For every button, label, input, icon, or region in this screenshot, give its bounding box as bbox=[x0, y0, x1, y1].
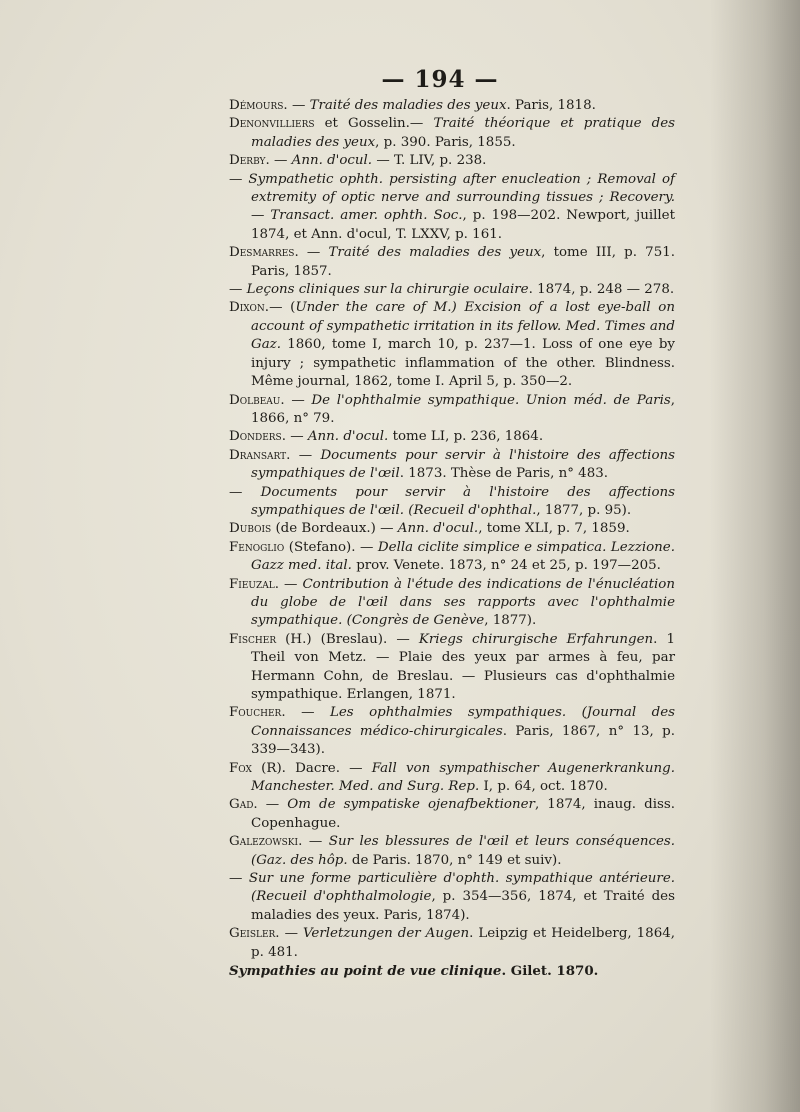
entry-text: (de Bordeaux.) — bbox=[271, 521, 398, 537]
entry-details: , 1874, inaug. diss. Copenhague. bbox=[251, 797, 676, 831]
entry-title: Contribution à l'étude des indications de l'énucléation du globe de l'œil dans ses rapports avec l'ophthalmie sympathique. (Congrès de Genève bbox=[251, 576, 675, 629]
entry-details: . Gilet. 1870. bbox=[501, 963, 599, 980]
bibliography-entry bbox=[229, 115, 675, 152]
entry-text: — bbox=[298, 245, 329, 261]
entry-author: Donders. bbox=[229, 429, 286, 445]
entry-author: Gad. bbox=[229, 797, 258, 813]
entry-details: . Paris, 1867, n° 13, p. 339—343). bbox=[251, 723, 675, 758]
entry-text: — bbox=[284, 392, 312, 408]
entry-title: Les ophthalmies sympathiques. (Journal des Connaissances médico-chirurgicales bbox=[251, 705, 675, 739]
entry-title: Verletzungen der Augen bbox=[302, 926, 470, 942]
entry-text: — bbox=[229, 282, 247, 298]
entry-details: , p. 390. Paris, 1855. bbox=[375, 134, 516, 150]
entry-title: Sympathetic ophth. persisting after enucleation ; Removal of extremity of optic nerve and surrounding tissues ; Recovery. — Transact. amer. ophth. Soc. bbox=[248, 171, 675, 224]
bibliography-entry bbox=[229, 539, 675, 576]
bibliography-entry bbox=[229, 97, 675, 115]
bibliography-entry bbox=[229, 281, 675, 299]
entry-author: Fischer bbox=[229, 631, 277, 647]
entry-details: de Paris. 1870, n° 149 et suiv). bbox=[347, 852, 562, 868]
entry-title: Documents pour servir à l'histoire des affections sympathiques de l'œil. (Recueil d'ophthal. bbox=[251, 484, 675, 518]
entry-title: Ann. d'ocul. bbox=[397, 521, 479, 537]
entry-text: (R). Dacre. — bbox=[251, 760, 372, 776]
entry-author: Denonvilliers bbox=[229, 116, 315, 132]
entry-title: Traité des maladies des yeux bbox=[328, 245, 542, 261]
bibliography-list bbox=[229, 97, 675, 981]
entry-text: et Gosselin.— bbox=[314, 116, 434, 132]
entry-author: Dubois bbox=[229, 521, 272, 537]
entry-details: . 1 Theil von Metz. — Plaie des yeux par armes à feu, par Hermann Cohn, de Breslau. — Plusieurs cas d'ophthalmie sympathique. Erlangen, 1871. bbox=[251, 631, 675, 702]
entry-author: Dolbeau. bbox=[229, 392, 285, 408]
entry-details: 1860, tome I, march 10, p. 237—1. Loss of one eye by injury ; sympathetic inflammation of the other. Blindness. Même journal, 1862, tome I. April 5, p. 350—2. bbox=[251, 337, 675, 390]
entry-title: Della ciclite simplice e simpatica. Lezzione. Gazz med. ital. bbox=[251, 539, 675, 574]
entry-text: — ( bbox=[269, 300, 296, 316]
entry-title: Documents pour servir à l'histoire des affections sympathiques de l'œil bbox=[251, 447, 676, 482]
entry-title: Sur une forme particulière d'ophth. sympathique antérieure. (Recueil d'ophthalmologie bbox=[248, 871, 675, 905]
entry-details: tome LI, p. 236, 1864. bbox=[388, 429, 544, 445]
bibliography-entry bbox=[229, 484, 675, 521]
entry-title: Kriegs chirurgische Erfahrungen bbox=[418, 631, 654, 647]
bibliography-entry bbox=[229, 704, 675, 759]
bibliography-entry bbox=[229, 520, 675, 538]
entry-details: . 1874, p. 248 — 278. bbox=[528, 282, 675, 298]
entry-details: , 1877). bbox=[484, 613, 537, 629]
entry-details: — T. LIV, p. 238. bbox=[372, 153, 487, 169]
entry-author: Geisler. bbox=[229, 926, 280, 942]
bibliography-entry bbox=[229, 925, 675, 962]
entry-details: , 1866, n° 79. bbox=[251, 392, 675, 426]
entry-details: , p. 354—356, 1874, et Traité des maladies des yeux. Paris, 1874). bbox=[251, 889, 675, 923]
bibliography-entry bbox=[229, 870, 675, 925]
entry-details: I, p. 64, oct. 1870. bbox=[479, 779, 608, 795]
entry-details: . Leipzig et Heidelberg, 1864, p. 481. bbox=[251, 926, 675, 960]
entry-author: Dransart. bbox=[229, 447, 291, 463]
entry-title: Fall von sympathischer Augenerkrankung. Manchester. Med. and Surg. Rep. bbox=[251, 760, 675, 795]
entry-title: Traité théorique et pratique des maladies des yeux bbox=[251, 116, 676, 150]
bibliography-entry bbox=[229, 428, 675, 446]
book-spine-shadow bbox=[710, 0, 800, 1112]
bibliography-entry bbox=[229, 796, 675, 833]
entry-text: (Stefano). — bbox=[284, 539, 378, 555]
bibliography-entry bbox=[229, 833, 675, 870]
entry-text: — bbox=[229, 871, 249, 887]
entry-title: Leçons cliniques sur la chirurgie oculaire bbox=[246, 282, 529, 298]
entry-title: De l'ophthalmie sympathique. Union méd. de Paris bbox=[311, 392, 671, 408]
entry-details: . 1873. Thèse de Paris, n° 483. bbox=[399, 466, 608, 482]
entry-text: — bbox=[257, 797, 288, 813]
entry-title: Sympathies au point de vue clinique bbox=[229, 963, 502, 980]
entry-author: Dixon. bbox=[229, 300, 270, 316]
entry-text: — bbox=[285, 429, 308, 445]
entry-text: — bbox=[302, 834, 329, 850]
entry-text: — bbox=[290, 447, 321, 463]
entry-text: — bbox=[285, 705, 330, 721]
entry-details: , tome III, p. 751. Paris, 1857. bbox=[251, 245, 675, 279]
entry-details: , tome XLI, p. 7, 1859. bbox=[478, 521, 630, 537]
entry-author: Galezowski. bbox=[229, 834, 303, 850]
bibliography-entry bbox=[229, 244, 675, 281]
bibliography-entry bbox=[229, 171, 675, 245]
entry-details: , 1877, p. 95). bbox=[536, 502, 632, 518]
entry-details: . Paris, 1818. bbox=[506, 98, 596, 113]
entry-title: Ann. d'ocul. bbox=[291, 153, 373, 169]
bibliography-entry bbox=[229, 299, 675, 391]
entry-text: (H.) (Breslau). — bbox=[276, 631, 419, 647]
entry-text: — bbox=[229, 171, 249, 187]
bibliography-entry bbox=[229, 760, 675, 797]
entry-author: Fieuzal. bbox=[229, 576, 279, 592]
bibliography-entry bbox=[229, 631, 675, 705]
entry-author: Derby. bbox=[229, 153, 270, 169]
entry-text: — bbox=[279, 576, 303, 592]
entry-title: Traité des maladies des yeux bbox=[309, 98, 507, 113]
bibliography-entry bbox=[229, 152, 675, 170]
page-number: — 194 — bbox=[381, 66, 499, 93]
bibliography-entry bbox=[229, 576, 675, 631]
entry-text: — bbox=[287, 98, 310, 113]
entry-title: Om de sympatiske ojenafbektioner bbox=[287, 797, 535, 813]
bibliography-entry bbox=[229, 392, 675, 429]
bibliography-entry bbox=[229, 447, 675, 484]
entry-text: — bbox=[279, 926, 303, 942]
entry-author: Démours. bbox=[229, 98, 288, 113]
entry-details: prov. Venete. 1873, n° 24 et 25, p. 197—205. bbox=[351, 558, 661, 574]
entry-title: Ann. d'ocul. bbox=[307, 429, 389, 445]
entry-title: Sur les blessures de l'œil et leurs conséquences. (Gaz. des hôp. bbox=[251, 834, 675, 868]
entry-author: Foucher. bbox=[229, 705, 286, 721]
entry-author: Fenoglio bbox=[229, 539, 285, 555]
entry-author: Desmarres. bbox=[229, 245, 299, 261]
entry-details: , p. 198—202. Newport, juillet 1874, et Ann. d'ocul, T. LXXV, p. 161. bbox=[251, 208, 675, 242]
entry-author: Fox bbox=[229, 760, 252, 776]
bibliography-entry bbox=[229, 962, 675, 980]
entry-title: Under the care of M.) Excision of a lost eye-ball on account of sympathetic irritation in its fellow. Med. Times and Gaz. bbox=[251, 300, 675, 353]
entry-text: — bbox=[229, 484, 261, 500]
entry-text: — bbox=[269, 153, 292, 169]
